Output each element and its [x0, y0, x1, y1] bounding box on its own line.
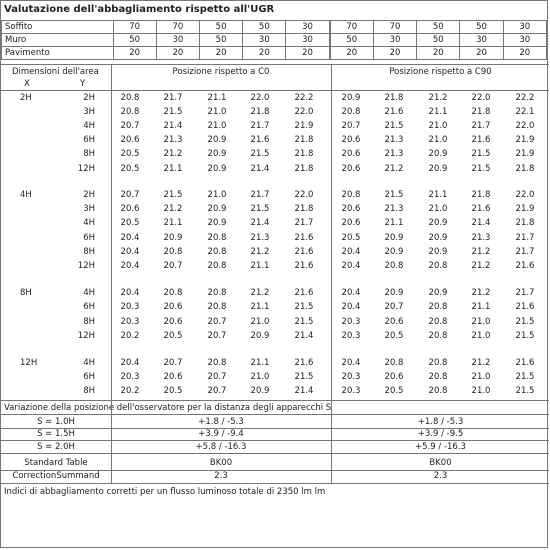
ugr-value-c90: 21.9 [515, 204, 535, 214]
ugr-value-c90: 21.8 [471, 107, 491, 117]
ugr-value-c0: 21.8 [294, 204, 314, 214]
correction-summand-c90: 2.3 [433, 471, 448, 481]
ugr-value-c90: 20.9 [341, 93, 361, 103]
ugr-value-c90: 20.8 [428, 302, 448, 312]
ugr-value-c90: 20.9 [428, 164, 448, 174]
page-title: Valutazione dell'abbagliamento rispetto all'UGR [4, 4, 275, 15]
ugr-value-c0: 20.8 [207, 233, 227, 243]
reflectance-value: 30 [243, 34, 286, 47]
ugr-value-c0: 21.4 [294, 331, 314, 341]
ugr-value-c0: 20.7 [163, 261, 183, 271]
ugr-value-c0: 22.0 [294, 107, 314, 117]
ugr-value-c90: 20.6 [384, 372, 404, 382]
ugr-value-c90: 20.3 [341, 386, 361, 396]
ugr-value-c90: 20.4 [341, 302, 361, 312]
divider [1, 414, 549, 415]
reflectance-value: 50 [113, 34, 156, 47]
ugr-value-c90: 21.8 [515, 164, 535, 174]
reflectance-value: 20 [373, 47, 416, 60]
ugr-value-c0: 21.1 [250, 261, 270, 271]
ugr-value-c0: 21.6 [294, 261, 314, 271]
reflectance-value: 70 [113, 21, 156, 34]
ugr-value-c90: 20.8 [341, 190, 361, 200]
variation-c0: +3.9 / -9.4 [198, 429, 244, 439]
ugr-value-c0: 20.6 [120, 135, 140, 145]
ugr-value-c90: 20.8 [428, 372, 448, 382]
standard-table-c90: BK00 [429, 458, 452, 468]
reflectance-value: 30 [503, 21, 546, 34]
ugr-value-c0: 21.6 [294, 288, 314, 298]
area-column-divider [111, 64, 112, 483]
ugr-value-c90: 20.8 [341, 107, 361, 117]
ugr-value-c0: 21.0 [207, 190, 227, 200]
ugr-value-c90: 20.9 [384, 233, 404, 243]
ugr-grid [1, 1, 549, 549]
y-size-label: 2H [83, 93, 95, 103]
ugr-value-c90: 20.8 [428, 317, 448, 327]
variation-divider-top [1, 400, 549, 401]
y-size-label: 4H [83, 121, 95, 131]
y-size-label: 6H [83, 372, 95, 382]
ugr-value-c0: 20.7 [120, 190, 140, 200]
ugr-value-c90: 21.5 [515, 331, 535, 341]
ugr-value-c0: 20.8 [163, 288, 183, 298]
ugr-value-c0: 20.3 [120, 317, 140, 327]
reflectance-value: 20 [199, 47, 242, 60]
y-size-label: 4H [83, 358, 95, 368]
reflectance-value: 30 [460, 34, 503, 47]
ugr-value-c90: 20.3 [341, 317, 361, 327]
y-size-label: 6H [83, 302, 95, 312]
ugr-value-c0: 20.9 [207, 218, 227, 228]
ugr-value-c0: 21.2 [163, 204, 183, 214]
ugr-value-c0: 20.3 [120, 372, 140, 382]
y-size-label: 8H [83, 247, 95, 257]
reflectance-value: 20 [503, 47, 546, 60]
ugr-value-c90: 21.0 [428, 204, 448, 214]
ugr-value-c90: 21.5 [384, 121, 404, 131]
ugr-value-c90: 21.0 [471, 372, 491, 382]
reflectance-value: 50 [460, 21, 503, 34]
ugr-value-c90: 21.6 [471, 204, 491, 214]
variation-header: Variazione della posizione dell'osservatore per la distanza degli apparecchi S [4, 403, 332, 413]
ugr-value-c90: 21.3 [384, 204, 404, 214]
ugr-value-c0: 21.6 [294, 233, 314, 243]
ugr-value-c0: 20.7 [207, 386, 227, 396]
ugr-value-c0: 20.8 [207, 247, 227, 257]
reflectance-value: 50 [243, 21, 286, 34]
ugr-value-c90: 20.5 [341, 233, 361, 243]
reflectance-label: Muro [2, 34, 114, 47]
ugr-value-c90: 21.7 [515, 233, 535, 243]
variation-label: S = 1.0H [37, 417, 75, 427]
y-size-label: 8H [83, 149, 95, 159]
ugr-value-c90: 20.9 [428, 288, 448, 298]
variation-label: S = 2.0H [37, 442, 75, 452]
ugr-value-c0: 20.4 [120, 261, 140, 271]
reflectance-value: 30 [156, 34, 199, 47]
ugr-value-c90: 21.6 [384, 107, 404, 117]
ugr-value-c90: 21.8 [384, 93, 404, 103]
ugr-value-c90: 20.8 [428, 261, 448, 271]
ugr-value-c90: 20.6 [341, 204, 361, 214]
ugr-value-c0: 20.8 [207, 288, 227, 298]
ugr-value-c0: 21.8 [294, 164, 314, 174]
ugr-value-c0: 21.1 [163, 218, 183, 228]
ugr-value-c90: 20.5 [384, 331, 404, 341]
ugr-value-c0: 20.8 [120, 93, 140, 103]
ugr-value-c90: 21.0 [428, 121, 448, 131]
ugr-value-c0: 20.6 [163, 372, 183, 382]
ugr-value-c0: 21.7 [250, 121, 270, 131]
ugr-value-c90: 21.2 [471, 247, 491, 257]
ugr-value-c0: 20.4 [120, 233, 140, 243]
ugr-value-c0: 21.2 [250, 288, 270, 298]
ugr-value-c0: 20.8 [207, 358, 227, 368]
ugr-value-c90: 21.1 [428, 190, 448, 200]
ugr-value-c90: 21.6 [515, 358, 535, 368]
ugr-value-c90: 21.8 [471, 190, 491, 200]
ugr-value-c0: 20.6 [120, 204, 140, 214]
ugr-value-c0: 21.5 [294, 302, 314, 312]
ugr-value-c0: 20.8 [120, 107, 140, 117]
ugr-value-c0: 20.9 [207, 164, 227, 174]
variation-c90: +1.8 / -5.3 [417, 417, 464, 427]
area-size-header: Dimensioni dell'area [12, 67, 99, 77]
standard-table-c0: BK00 [209, 458, 233, 468]
ugr-value-c0: 21.6 [294, 247, 314, 257]
ugr-value-c0: 21.5 [163, 190, 183, 200]
ugr-value-c90: 21.2 [428, 93, 448, 103]
reflectance-value: 70 [330, 21, 374, 34]
ugr-value-c90: 21.2 [384, 164, 404, 174]
ugr-value-c0: 20.8 [207, 302, 227, 312]
ugr-value-c0: 20.2 [120, 386, 140, 396]
ugr-value-c0: 21.3 [250, 233, 270, 243]
ugr-value-c0: 21.0 [207, 107, 227, 117]
ugr-value-c90: 20.8 [428, 331, 448, 341]
ugr-value-c0: 21.1 [250, 302, 270, 312]
y-size-label: 4H [83, 218, 95, 228]
ugr-value-c90: 20.8 [428, 386, 448, 396]
ugr-value-c90: 21.2 [471, 288, 491, 298]
ugr-value-c0: 22.0 [294, 190, 314, 200]
y-header: Y [80, 79, 86, 89]
ugr-value-c90: 20.4 [341, 247, 361, 257]
y-size-label: 12H [77, 261, 95, 271]
ugr-value-c0: 21.2 [250, 247, 270, 257]
ugr-value-c90: 21.8 [515, 218, 535, 228]
ugr-value-c90: 20.9 [428, 149, 448, 159]
ugr-value-c90: 20.9 [428, 233, 448, 243]
ugr-value-c90: 21.3 [471, 233, 491, 243]
footer-note: Indici di abbagliamento corretti per un flusso luminoso totale di 2350 lm lm [4, 487, 326, 497]
ugr-value-c90: 21.0 [471, 317, 491, 327]
ugr-value-c90: 21.1 [471, 302, 491, 312]
ugr-value-c0: 21.0 [250, 317, 270, 327]
x-header: X [24, 79, 30, 89]
y-size-label: 12H [77, 164, 95, 174]
ugr-value-c0: 21.4 [250, 218, 270, 228]
ugr-value-c90: 22.2 [515, 93, 535, 103]
ugr-value-c90: 21.9 [515, 149, 535, 159]
ugr-value-c90: 21.5 [471, 149, 491, 159]
ugr-value-c0: 21.1 [163, 164, 183, 174]
reflectance-value: 20 [330, 47, 374, 60]
x-size-label: 2H [20, 93, 32, 103]
ugr-value-c0: 20.2 [120, 331, 140, 341]
ugr-value-c0: 21.5 [250, 149, 270, 159]
ugr-value-c90: 22.0 [471, 93, 491, 103]
ugr-value-c0: 21.0 [250, 372, 270, 382]
variation-c0: +5.8 / -16.3 [195, 442, 247, 452]
ugr-value-c90: 21.7 [515, 288, 535, 298]
y-size-label: 6H [83, 135, 95, 145]
y-size-label: 12H [77, 331, 95, 341]
correction-summand-label: CorrectionSummand [12, 471, 100, 481]
ugr-value-c90: 21.7 [515, 247, 535, 257]
y-size-label: 8H [83, 317, 95, 327]
ugr-value-c0: 21.4 [163, 121, 183, 131]
ugr-value-c0: 21.7 [250, 190, 270, 200]
ugr-value-c90: 21.5 [515, 372, 535, 382]
ugr-value-c90: 20.8 [428, 358, 448, 368]
variation-c90: +3.9 / -9.5 [417, 429, 464, 439]
reflectance-value: 20 [417, 47, 460, 60]
divider [1, 440, 549, 441]
ugr-value-c0: 20.6 [163, 302, 183, 312]
reflectance-label: Soffito [2, 21, 114, 34]
reflectance-value: 30 [373, 34, 416, 47]
ugr-value-c0: 21.0 [207, 121, 227, 131]
ugr-value-c0: 21.4 [250, 164, 270, 174]
ugr-value-c90: 21.6 [515, 261, 535, 271]
ugr-value-c90: 21.0 [471, 331, 491, 341]
ugr-value-c0: 21.5 [163, 107, 183, 117]
variation-c90: +5.9 / -16.3 [415, 442, 466, 452]
reflectance-value: 50 [330, 34, 374, 47]
ugr-value-c0: 20.4 [120, 358, 140, 368]
reflectance-value: 50 [199, 34, 242, 47]
ugr-value-c0: 20.4 [120, 288, 140, 298]
ugr-value-c90: 22.0 [515, 190, 535, 200]
c0-c90-divider [331, 64, 332, 483]
ugr-value-c0: 20.9 [207, 149, 227, 159]
ugr-value-c0: 21.6 [294, 358, 314, 368]
reflectance-value: 20 [243, 47, 286, 60]
ugr-value-c0: 21.3 [163, 135, 183, 145]
ugr-value-c90: 21.3 [384, 135, 404, 145]
ugr-value-c90: 21.1 [428, 107, 448, 117]
reflectance-value: 20 [460, 47, 503, 60]
ugr-value-c0: 20.7 [207, 372, 227, 382]
ugr-value-c0: 22.0 [250, 93, 270, 103]
ugr-value-c90: 21.2 [471, 261, 491, 271]
reflectance-value: 20 [286, 47, 330, 60]
ugr-value-c0: 20.6 [163, 317, 183, 327]
ugr-value-c0: 20.7 [120, 121, 140, 131]
ugr-value-c90: 21.6 [471, 135, 491, 145]
ugr-value-c0: 20.9 [207, 135, 227, 145]
reflectance-value: 50 [417, 34, 460, 47]
variation-c0: +1.8 / -5.3 [198, 417, 244, 427]
reflectance-value: 30 [503, 34, 546, 47]
column-header-divider [1, 90, 549, 91]
divider [1, 453, 549, 454]
ugr-value-c0: 20.7 [207, 317, 227, 327]
y-size-label: 8H [83, 386, 95, 396]
ugr-value-c0: 20.5 [163, 386, 183, 396]
ugr-value-c0: 20.5 [120, 164, 140, 174]
ugr-value-c0: 20.5 [163, 331, 183, 341]
ugr-value-c0: 20.9 [250, 331, 270, 341]
ugr-value-c90: 20.3 [341, 372, 361, 382]
x-size-label: 4H [20, 190, 32, 200]
ugr-value-c90: 20.6 [341, 164, 361, 174]
ugr-value-c90: 20.8 [384, 261, 404, 271]
y-size-label: 6H [83, 233, 95, 243]
ugr-value-c90: 21.6 [515, 302, 535, 312]
ugr-value-c0: 20.9 [207, 204, 227, 214]
ugr-value-c0: 20.7 [163, 358, 183, 368]
ugr-value-c0: 21.4 [294, 386, 314, 396]
correction-summand-c0: 2.3 [214, 471, 228, 481]
ugr-value-c90: 20.6 [341, 218, 361, 228]
x-size-label: 8H [20, 288, 32, 298]
ugr-value-c0: 21.8 [250, 107, 270, 117]
c90-header: Posizione rispetto a C90 [389, 67, 492, 77]
ugr-value-c0: 20.3 [120, 302, 140, 312]
ugr-value-c90: 20.9 [428, 247, 448, 257]
ugr-value-c0: 21.1 [250, 358, 270, 368]
ugr-value-c90: 20.8 [384, 358, 404, 368]
ugr-value-c90: 22.0 [515, 121, 535, 131]
ugr-value-c90: 20.9 [428, 218, 448, 228]
ugr-value-c90: 20.9 [384, 247, 404, 257]
ugr-value-c0: 20.5 [120, 218, 140, 228]
ugr-value-c0: 20.9 [163, 233, 183, 243]
c0-header: Posizione rispetto a C0 [172, 67, 270, 77]
ugr-value-c90: 21.5 [471, 164, 491, 174]
reflectance-value: 30 [286, 21, 330, 34]
ugr-value-c90: 21.0 [471, 386, 491, 396]
ugr-value-c90: 20.9 [384, 288, 404, 298]
ugr-value-c0: 20.8 [163, 247, 183, 257]
ugr-value-c90: 21.1 [384, 218, 404, 228]
ugr-value-c90: 21.4 [471, 218, 491, 228]
ugr-value-c0: 20.8 [207, 261, 227, 271]
footer-divider [1, 483, 549, 484]
y-size-label: 3H [83, 107, 95, 117]
standard-table-label: Standard Table [24, 458, 88, 468]
ugr-value-c90: 21.5 [384, 190, 404, 200]
ugr-value-c90: 20.5 [384, 386, 404, 396]
ugr-value-c90: 20.6 [384, 317, 404, 327]
ugr-value-c90: 20.6 [341, 149, 361, 159]
ugr-value-c0: 20.9 [250, 386, 270, 396]
ugr-value-c90: 21.9 [515, 135, 535, 145]
reflectance-value: 70 [156, 21, 199, 34]
variation-label: S = 1.5H [37, 429, 75, 439]
reflectance-value: 30 [286, 34, 330, 47]
ugr-value-c0: 21.2 [163, 149, 183, 159]
ugr-value-c90: 20.4 [341, 261, 361, 271]
reflectance-value: 50 [199, 21, 242, 34]
ugr-value-c0: 20.4 [120, 247, 140, 257]
ugr-value-c0: 21.9 [294, 121, 314, 131]
ugr-value-c0: 21.8 [294, 135, 314, 145]
reflectance-value: 70 [373, 21, 416, 34]
x-size-label: 12H [20, 358, 38, 368]
ugr-value-c0: 21.7 [294, 218, 314, 228]
ugr-value-c0: 21.7 [163, 93, 183, 103]
reflectance-value: 50 [417, 21, 460, 34]
y-size-label: 4H [83, 288, 95, 298]
ugr-value-c0: 20.7 [207, 331, 227, 341]
ugr-value-c0: 21.6 [250, 135, 270, 145]
ugr-value-c90: 22.1 [515, 107, 535, 117]
ugr-value-c90: 21.0 [428, 135, 448, 145]
ugr-value-c90: 20.3 [341, 331, 361, 341]
ugr-value-c90: 21.7 [471, 121, 491, 131]
ugr-value-c0: 21.5 [294, 372, 314, 382]
ugr-value-c0: 22.2 [294, 93, 314, 103]
ugr-value-c0: 21.8 [294, 149, 314, 159]
ugr-value-c0: 21.5 [294, 317, 314, 327]
y-size-label: 3H [83, 204, 95, 214]
ugr-value-c0: 21.5 [250, 204, 270, 214]
ugr-value-c90: 20.4 [341, 288, 361, 298]
ugr-value-c90: 21.5 [515, 386, 535, 396]
ugr-value-c0: 21.1 [207, 93, 227, 103]
y-size-label: 2H [83, 190, 95, 200]
ugr-value-c0: 20.5 [120, 149, 140, 159]
ugr-value-c90: 20.4 [341, 358, 361, 368]
ugr-value-c90: 20.6 [341, 135, 361, 145]
ugr-value-c90: 21.3 [384, 149, 404, 159]
reflectance-label: Pavimento [2, 47, 114, 60]
ugr-value-c90: 21.2 [471, 358, 491, 368]
ugr-value-c90: 20.7 [341, 121, 361, 131]
header-divider [1, 64, 549, 65]
ugr-value-c90: 21.5 [515, 317, 535, 327]
ugr-value-c90: 20.7 [384, 302, 404, 312]
reflectance-value: 20 [156, 47, 199, 60]
reflectance-value: 20 [113, 47, 156, 60]
